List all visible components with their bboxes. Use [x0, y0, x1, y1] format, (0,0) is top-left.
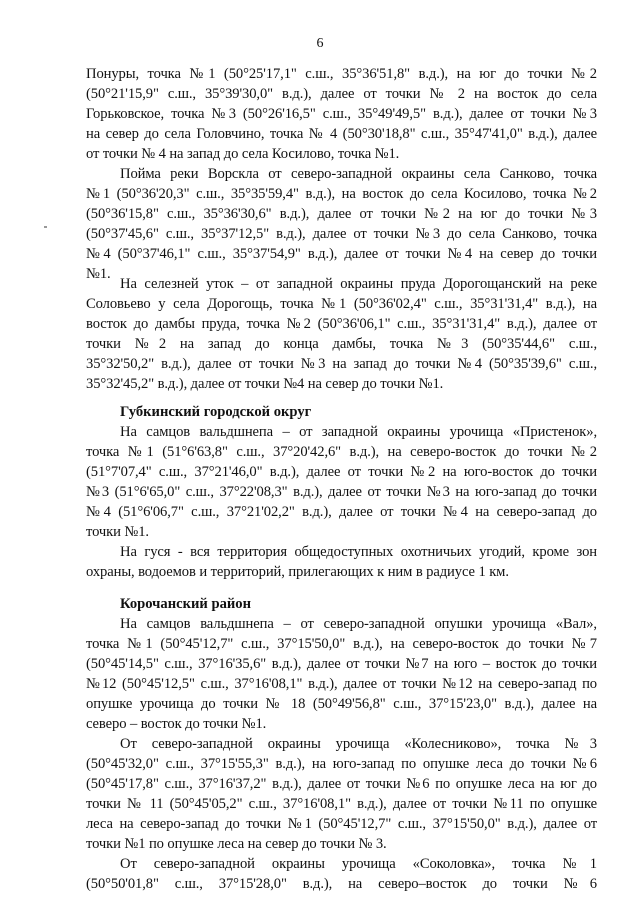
text-line: точки № 11 (50°45'05,2" с.ш., 37°16'08,1" в.д.), далее от точки №11 по опушке: [86, 796, 597, 812]
text-line: №12 (50°45'12,5" с.ш., 37°16'08,1" в.д.), далее от точки №12 на северо-запад по: [86, 676, 597, 692]
margin-mark: [44, 226, 47, 228]
text-line: №4 (51°6'06,7" с.ш., 37°21'02,2" в.д.), далее от точки №4 на северо-запад до: [86, 504, 597, 520]
text-line: точки №1 по опушке леса на север до точки № 3.: [86, 836, 387, 852]
text-line: на север до села Головчино, точка № 4 (50°30'18,8" с.ш., 35°47'41,0" в.д.), далее: [86, 126, 597, 142]
text-line: северо – восток до точки №1.: [86, 716, 267, 732]
text-line: (50°36'15,8" с.ш., 35°36'30,6" в.д.), далее от точки №2 на юг до точки №3: [86, 206, 597, 222]
text-line: 35°32'50,2" в.д.), далее от точки №3 на запад до точки №4 (50°35'39,6" с.ш.,: [86, 356, 597, 372]
text-line: 35°32'45,2" в.д.), далее от точки №4 на север до точки №1.: [86, 376, 444, 392]
text-line: На селезней уток – от западной окраины пруда Дорогощанский на реке: [120, 276, 597, 292]
text-line: охраны, водоемов и территорий, прилегающих к ним в радиусе 1 км.: [86, 564, 509, 580]
text-line: №1.: [86, 266, 111, 282]
section-heading: Корочанский район: [120, 596, 252, 612]
text-line: От северо-западной окраины урочища «Колесниково», точка №3: [120, 736, 597, 752]
text-line: №3 (51°6'65,0" с.ш., 37°22'08,3" в.д.), далее от точки №3 на юго-запад до точки: [86, 484, 597, 500]
text-line: точка №1 (50°45'12,7" с.ш., 37°15'50,0" в.д.), на северо-восток до точки №7: [86, 636, 597, 652]
text-line: от точки № 4 на запад до села Косилово, точка №1.: [86, 146, 400, 162]
text-line: (50°37'45,6" с.ш., 35°37'12,5" в.д.), далее от точки №3 до села Санково, точка: [86, 226, 597, 242]
text-line: точки №1.: [86, 524, 149, 540]
text-line: №1 (50°36'20,3" с.ш., 35°35'59,4" в.д.), на восток до села Косилово, точка №2: [86, 186, 597, 202]
text-line: восток до дамбы пруда, точка №2 (50°36'06,1" с.ш., 35°31'31,4" в.д.), далее от: [86, 316, 597, 332]
text-line: леса на северо-запад до точки №1 (50°45'12,7" с.ш., 37°15'50,0" в.д.), далее от: [86, 816, 597, 832]
text-line: опушке урочища до точки № 18 (50°49'56,8" с.ш., 37°15'23,0" в.д.), далее на: [86, 696, 597, 712]
text-line: Горьковское, точка №3 (50°26'16,5" с.ш., 35°49'49,5" в.д.), далее от точки №3: [86, 106, 597, 122]
text-line: (50°45'17,8" с.ш., 37°16'37,2" в.д.), далее от точки №6 по опушке леса на юг до: [86, 776, 597, 792]
page-number: 6: [316, 36, 324, 51]
text-line: Пойма реки Ворскла от северо-западной окраины села Санково, точка: [120, 166, 597, 182]
text-line: От северо-западной окраины урочища «Соколовка», точка №1: [120, 856, 597, 872]
text-line: №4 (50°37'46,1" с.ш., 35°37'54,9" в.д.), далее от точки №4 на север до точки: [86, 246, 597, 262]
text-line: На самцов вальдшнепа – от западной окраины урочища «Пристенок»,: [120, 424, 597, 440]
text-line: На самцов вальдшнепа – от северо-западной опушки урочища «Вал»,: [120, 616, 597, 632]
text-line: (50°45'32,0" с.ш., 37°15'55,3" в.д.), на юго-запад по опушке леса до точки №6: [86, 756, 597, 772]
text-line: (50°21'15,9" с.ш., 35°39'30,0" в.д.), далее от точки № 2 на восток до села: [86, 86, 597, 102]
text-line: (50°50'01,8" с.ш., 37°15'28,0" в.д.), на северо–восток до точки №6: [86, 876, 597, 892]
text-line: Соловьево у села Дорогощь, точка №1 (50°36'02,4" с.ш., 35°31'31,4" в.д.), на: [86, 296, 597, 312]
text-line: (51°7'07,4" с.ш., 37°21'46,0" в.д.), далее от точки №2 на юго-восток до точки: [86, 464, 597, 480]
text-line: На гуся - вся территория общедоступных охотничьих угодий, кроме зон: [120, 544, 597, 560]
text-line: точки №2 на запад до конца дамбы, точка №3 (50°35'44,6" с.ш.,: [86, 336, 597, 352]
text-line: (50°45'14,5" с.ш., 37°16'35,6" в.д.), далее от точки №7 на юго – восток до точки: [86, 656, 597, 672]
text-line: Понуры, точка №1 (50°25'17,1" с.ш., 35°36'51,8" в.д.), на юг до точки №2: [86, 66, 597, 82]
text-line: точка №1 (51°6'63,8" с.ш., 37°20'42,6" в.д.), на северо-восток до точки №2: [86, 444, 597, 460]
section-heading: Губкинский городской округ: [120, 404, 312, 420]
